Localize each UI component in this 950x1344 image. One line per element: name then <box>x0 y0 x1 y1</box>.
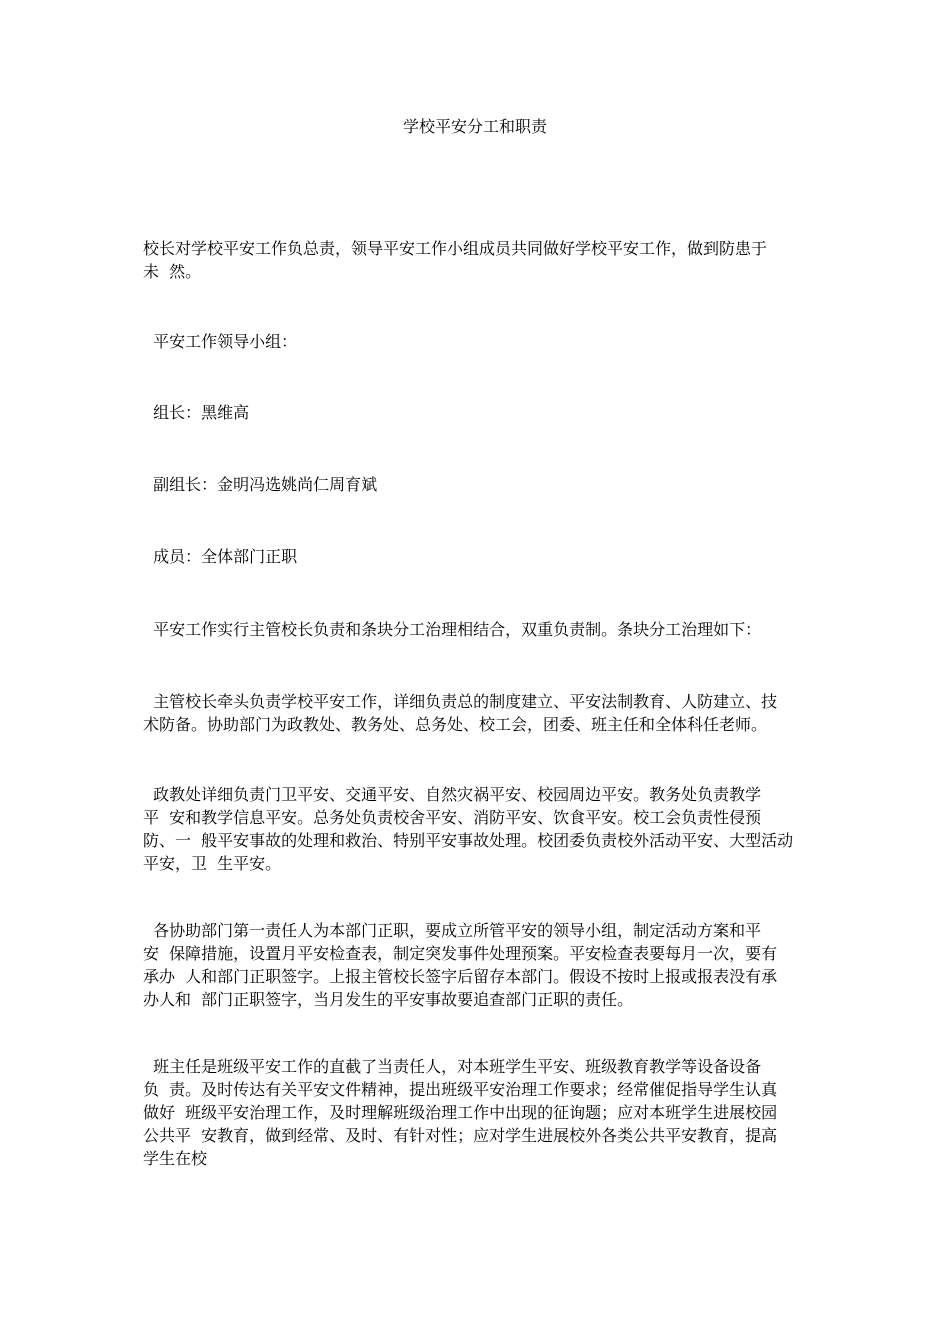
paragraph-line: 防、一 般平安事故的处理和救治、特别平安事故处理。校团委负责校外活动平安、大型活动 <box>143 831 794 850</box>
paragraph-line: 平 安和教学信息平安。总务处负责校舍平安、消防平安、饮食平安。校工会负责性侵预 <box>143 808 762 827</box>
paragraph-line: 负 责。及时传达有关平安文件精神，提出班级平安治理工作要求；经常催促指导学生认真 <box>143 1080 778 1099</box>
paragraph-line: 成员：全体部门正职 <box>143 547 298 566</box>
paragraph-line: 安 保障措施，设置月平安检查表，制定突发事件处理预案。平安检查表要每月一次，要有 <box>143 944 778 963</box>
paragraph-responsibility-system <box>143 618 808 641</box>
paragraph-line: 办人和 部门正职签字，当月发生的平安事故要追查部门正职的责任。 <box>143 990 634 1009</box>
paragraph-line: 承办 人和部门正职签字。上报主管校长签字后留存本部门。假设不按时上报或报表没有承 <box>143 967 778 986</box>
paragraph-line: 班主任是班级平安工作的直截了当责任人，对本班学生平安、班级教育教学等设备设备 <box>143 1057 762 1076</box>
paragraph-group-leader <box>143 401 808 424</box>
paragraph-line: 组长：黑维高 <box>143 403 250 422</box>
paragraph-line: 公共平 安教育，做到经常、及时、有针对性；应对学生进展校外各类公共平安教育，提高 <box>143 1126 778 1145</box>
paragraph-first-responsible-person <box>143 919 808 1011</box>
paragraph-line: 政教处详细负责门卫平安、交通平安、自然灾祸平安、校园周边平安。教务处负责教学 <box>143 785 762 804</box>
paragraph-line: 副组长：金明冯选姚尚仁周育斌 <box>143 475 378 494</box>
paragraph-line: 做好 班级平安治理工作，及时理解班级治理工作中出现的征询题；应对本班学生进展校园 <box>143 1103 778 1122</box>
paragraph-line: 学生在校 <box>143 1149 208 1168</box>
paragraph-line: 术防备。协助部门为政教处、教务处、总务处、校工会，团委、班主任和全体科任老师。 <box>143 715 768 734</box>
paragraph-line: 未 然。 <box>143 262 202 281</box>
paragraph-line: 各协助部门第一责任人为本部门正职，要成立所管平安的领导小组，制定活动方案和平 <box>143 921 762 940</box>
paragraph-members <box>143 545 808 568</box>
document-title: 学校平安分工和职责 <box>402 117 547 136</box>
paragraph-line: 校长对学校平安工作负总责，领导平安工作小组成员共同做好学校平安工作，做到防患于 <box>143 239 768 258</box>
paragraph-class-teacher <box>143 1055 808 1170</box>
paragraph-leadership-group-heading <box>143 330 808 353</box>
paragraph-department-duties <box>143 783 808 875</box>
paragraph-line: 平安工作实行主管校长负责和条块分工治理相结合，双重负责制。条块分工治理如下： <box>143 620 762 639</box>
paragraph-deputy-leaders <box>143 473 808 496</box>
paragraph-line: 主管校长牵头负责学校平安工作，详细负责总的制度建立、平安法制教育、人防建立、技 <box>143 692 778 711</box>
paragraph-principal-lead <box>143 690 808 736</box>
paragraph-line: 平安，卫 生平安。 <box>143 854 282 873</box>
paragraph-principal-responsibility <box>143 237 808 283</box>
paragraph-line: 平安工作领导小组： <box>143 332 298 351</box>
